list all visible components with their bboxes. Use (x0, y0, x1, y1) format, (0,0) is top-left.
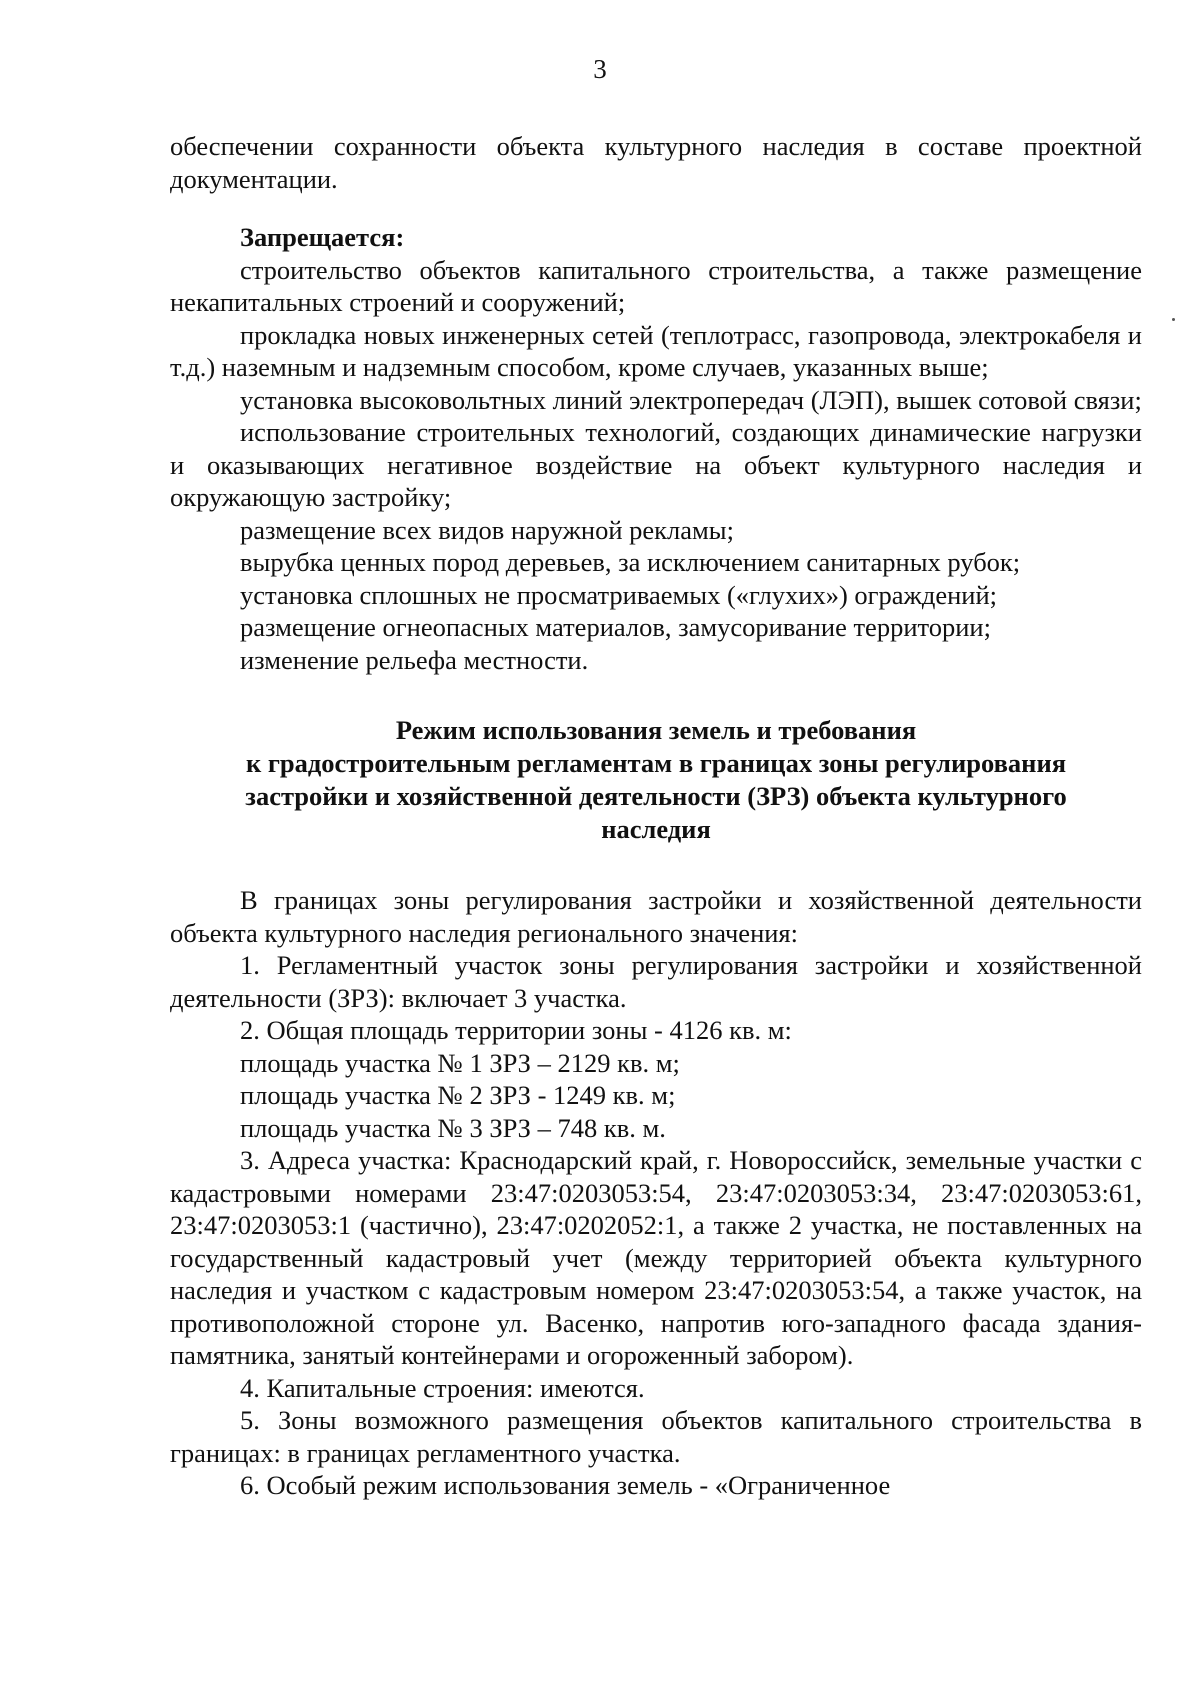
clause-1: 1. Регламентный участок зоны регулирования застройки и хозяйственной деятельности (ЗРЗ): включает 3 участка. (170, 950, 1142, 1013)
prohibited-heading: Запрещается: (240, 222, 405, 252)
prohibited-item: установка высоковольтных линий электропередач (ЛЭП), вышек сотовой связи; (240, 384, 1142, 415)
prohibited-item: строительство объектов капитального строительства, а также размещение некапитальных строений и сооружений; (170, 254, 1142, 317)
section-heading (170, 714, 1142, 846)
prohibited-item: размещение огнеопасных материалов, замусоривание территории; (240, 612, 991, 642)
prohibited-item: установка сплошных не просматриваемых («глухих») ограждений; (240, 579, 998, 610)
clause-3: 3. Адреса участка: Краснодарский край, г. Новороссийск, земельные участки с кадастровыми номерами 23:47:0203053:54, 23:47:0203053:34, 23:47:0203053:61, 23:47:0203053:1 (частично), 23:47:0202052:1, а также 2 участка, не поставленных на государственный кадастровый учет (между территорией объекта культурного наследия и участком с кадастровым номером 23:47:0203053:54, а также участок, на противоположной стороне ул. Васенко, напротив юго-западного фасада здания-памятника, занятый контейнерами и огороженный забором). (170, 1145, 1142, 1370)
clause-4: 4. Капитальные строения: имеются. (240, 1372, 645, 1403)
clause-5: 5. Зоны возможного размещения объектов капитального строительства в границах: в границах регламентного участка. (170, 1405, 1142, 1468)
section-heading-line: застройки и хозяйственной деятельности (ЗРЗ) объекта культурного (245, 781, 1067, 811)
scan-speck (1172, 318, 1175, 321)
page-number: 3 (593, 54, 607, 84)
prohibited-item: размещение всех видов наружной рекламы; (240, 514, 734, 545)
spacer (170, 846, 1142, 884)
section-heading-line: к градостроительным регламентам в границах зоны регулирования (245, 748, 1067, 778)
intro-paragraph: обеспечении сохранности объекта культурного наследия в составе проектной документации. (170, 131, 1142, 194)
clause-6: 6. Особый режим использования земель - «Ограниченное (240, 1470, 891, 1500)
area-item-2: площадь участка № 2 ЗРЗ - 1249 кв. м; (240, 1080, 676, 1110)
area-item-1: площадь участка № 1 ЗРЗ – 2129 кв. м; (240, 1047, 680, 1078)
spacer (170, 195, 1142, 221)
prohibited-item: вырубка ценных пород деревьев, за исключением санитарных рубок; (240, 547, 1021, 577)
spacer (170, 676, 1142, 714)
zone-intro-paragraph: В границах зоны регулирования застройки и хозяйственной деятельности объекта культурного наследия регионального значения: (170, 885, 1142, 948)
prohibited-item: изменение рельефа местности. (240, 644, 589, 675)
prohibited-item: использование строительных технологий, создающих динамические нагрузки и оказывающих негативное воздействие на объект культурного наследия и окружающую застройку; (170, 417, 1142, 512)
document-body (170, 130, 1142, 1502)
area-item-3: площадь участка № 3 ЗРЗ – 748 кв. м. (240, 1112, 666, 1143)
section-heading-line: наследия (601, 814, 711, 844)
prohibited-item: прокладка новых инженерных сетей (теплотрасс, газопровода, электрокабеля и т.д.) наземным и надземным способом, кроме случаев, указанных выше; (170, 319, 1142, 382)
section-heading-line: Режим использования земель и требования (395, 715, 917, 745)
clause-2: 2. Общая площадь территории зоны - 4126 кв. м: (240, 1015, 792, 1045)
